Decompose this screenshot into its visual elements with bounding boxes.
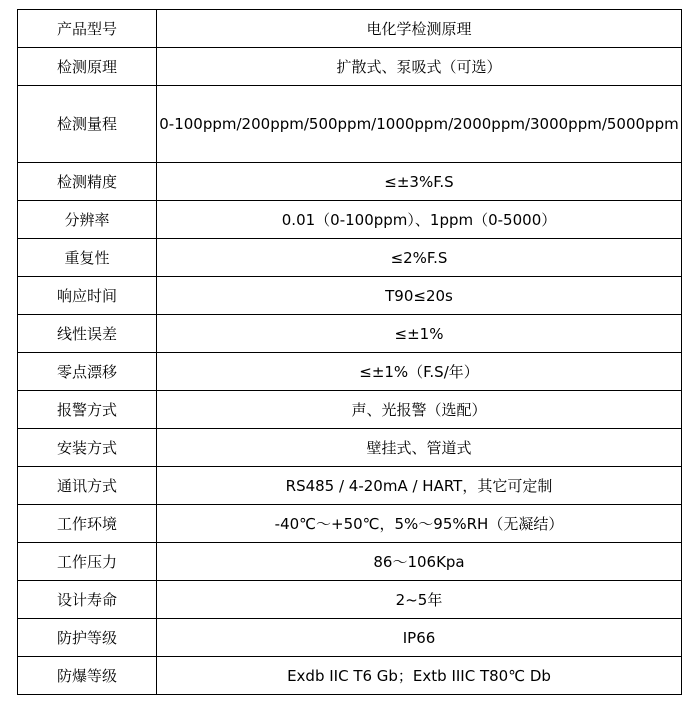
row-value: 壁挂式、管道式 — [157, 429, 682, 467]
row-label: 安装方式 — [18, 429, 157, 467]
row-label: 工作压力 — [18, 543, 157, 581]
row-value: T90≤20s — [157, 277, 682, 315]
row-value: 0.01（0-100ppm）、1ppm（0-5000） — [157, 201, 682, 239]
row-value: RS485 / 4-20mA / HART，其它可定制 — [157, 467, 682, 505]
row-label: 分辨率 — [18, 201, 157, 239]
row-value: Exdb IIC T6 Gb；Extb IIIC T80℃ Db — [157, 657, 682, 695]
row-label: 检测原理 — [18, 48, 157, 86]
row-value: -40℃～+50℃，5%～95%RH（无凝结） — [157, 505, 682, 543]
range-value-text: 0-100ppm/200ppm/500ppm/1000ppm/2000ppm/3000ppm/5000ppm — [159, 115, 679, 133]
table-row — [18, 657, 682, 695]
table-row — [18, 10, 682, 48]
table-row — [18, 86, 682, 163]
table-row — [18, 391, 682, 429]
row-value: IP66 — [157, 619, 682, 657]
row-value: 声、光报警（选配） — [157, 391, 682, 429]
table-row — [18, 239, 682, 277]
row-label: 响应时间 — [18, 277, 157, 315]
row-value: 86～106Kpa — [157, 543, 682, 581]
row-value: ≤±3%F.S — [157, 163, 682, 201]
row-label: 防护等级 — [18, 619, 157, 657]
table-row — [18, 201, 682, 239]
row-value: ≤±1% — [157, 315, 682, 353]
row-value: 2~5年 — [157, 581, 682, 619]
row-label: 通讯方式 — [18, 467, 157, 505]
row-label: 检测量程 — [18, 86, 157, 163]
table-row — [18, 429, 682, 467]
spec-table — [17, 9, 682, 695]
row-label: 工作环境 — [18, 505, 157, 543]
table-row — [18, 163, 682, 201]
table-row — [18, 277, 682, 315]
row-label: 检测精度 — [18, 163, 157, 201]
row-label: 产品型号 — [18, 10, 157, 48]
row-value: ≤±1%（F.S/年） — [157, 353, 682, 391]
row-value: 电化学检测原理 — [157, 10, 682, 48]
table-row — [18, 619, 682, 657]
table-row — [18, 505, 682, 543]
row-label: 零点漂移 — [18, 353, 157, 391]
row-label: 线性误差 — [18, 315, 157, 353]
row-value: 扩散式、泵吸式（可选） — [157, 48, 682, 86]
row-label: 重复性 — [18, 239, 157, 277]
row-value — [157, 86, 682, 163]
row-value: ≤2%F.S — [157, 239, 682, 277]
table-row — [18, 581, 682, 619]
table-row — [18, 353, 682, 391]
table-row — [18, 543, 682, 581]
table-row — [18, 315, 682, 353]
table-row — [18, 467, 682, 505]
table-row — [18, 48, 682, 86]
row-label: 设计寿命 — [18, 581, 157, 619]
row-label: 报警方式 — [18, 391, 157, 429]
row-label: 防爆等级 — [18, 657, 157, 695]
